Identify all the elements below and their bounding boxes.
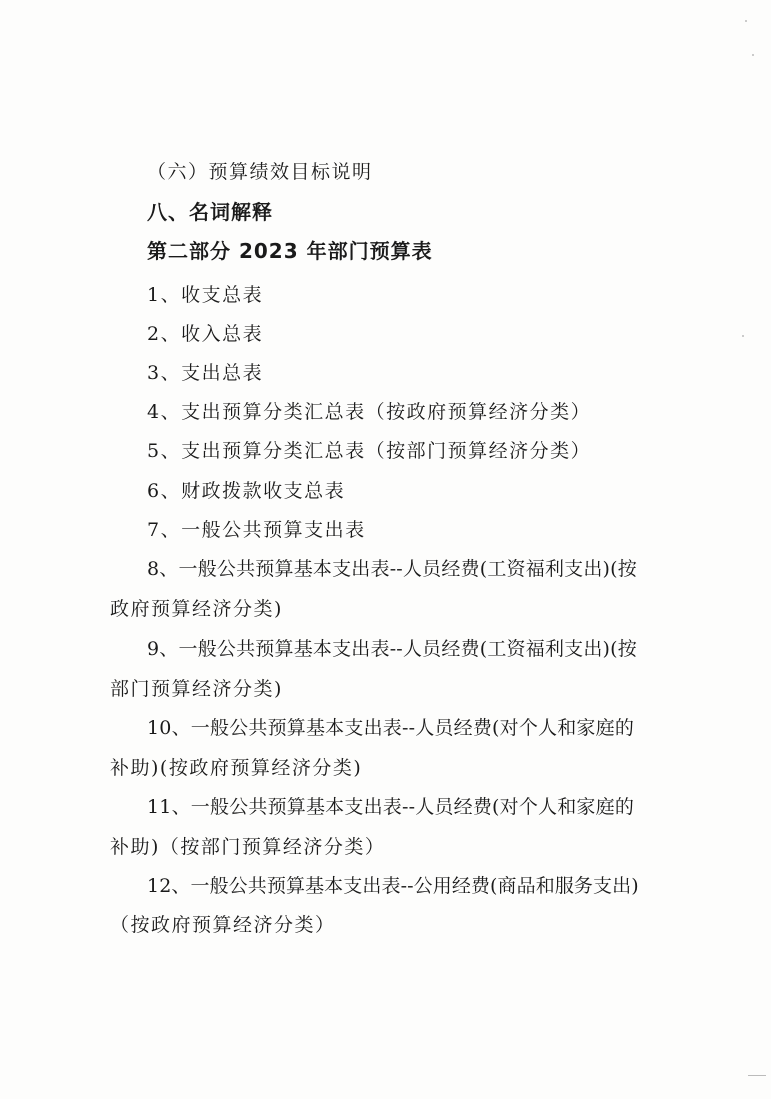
list-item-9-line2: 部门预算经济分类) [110, 678, 283, 700]
scan-speck [745, 20, 747, 22]
part-title: 第二部分 2023 年部门预算表 [147, 239, 433, 263]
scan-speck [742, 335, 744, 337]
list-item-12-line1: 12、一般公共预算基本支出表--公用经费(商品和服务支出) [147, 875, 639, 897]
list-item-11-line1: 11、一般公共预算基本支出表--人员经费(对个人和家庭的 [147, 796, 635, 818]
list-item: 7、一般公共预算支出表 [147, 519, 366, 541]
section-heading: 八、名词解释 [147, 200, 273, 224]
list-item: 6、财政拨款收支总表 [147, 480, 346, 502]
list-item-12-line2: （按政府预算经济分类） [110, 914, 336, 936]
list-item-8-line1: 8、一般公共预算基本支出表--人员经费(工资福利支出)(按 [147, 558, 637, 580]
list-item-8-line2: 政府预算经济分类) [110, 598, 283, 620]
list-item: 3、支出总表 [147, 362, 264, 384]
list-item-9-line1: 9、一般公共预算基本支出表--人员经费(工资福利支出)(按 [147, 638, 637, 660]
scan-speck [752, 54, 754, 56]
list-item: 4、支出预算分类汇总表（按政府预算经济分类） [147, 401, 592, 423]
subsection-heading: （六）预算绩效目标说明 [147, 161, 373, 183]
list-item: 5、支出预算分类汇总表（按部门预算经济分类） [147, 440, 592, 462]
list-item-11-line2: 补助)（按部门预算经济分类） [110, 836, 386, 858]
list-item-10-line1: 10、一般公共预算基本支出表--人员经费(对个人和家庭的 [147, 717, 635, 739]
scan-speck [748, 1075, 766, 1076]
list-item-10-line2: 补助)(按政府预算经济分类) [110, 757, 363, 779]
list-item: 2、收入总表 [147, 323, 264, 345]
list-item: 1、收支总表 [147, 284, 264, 306]
